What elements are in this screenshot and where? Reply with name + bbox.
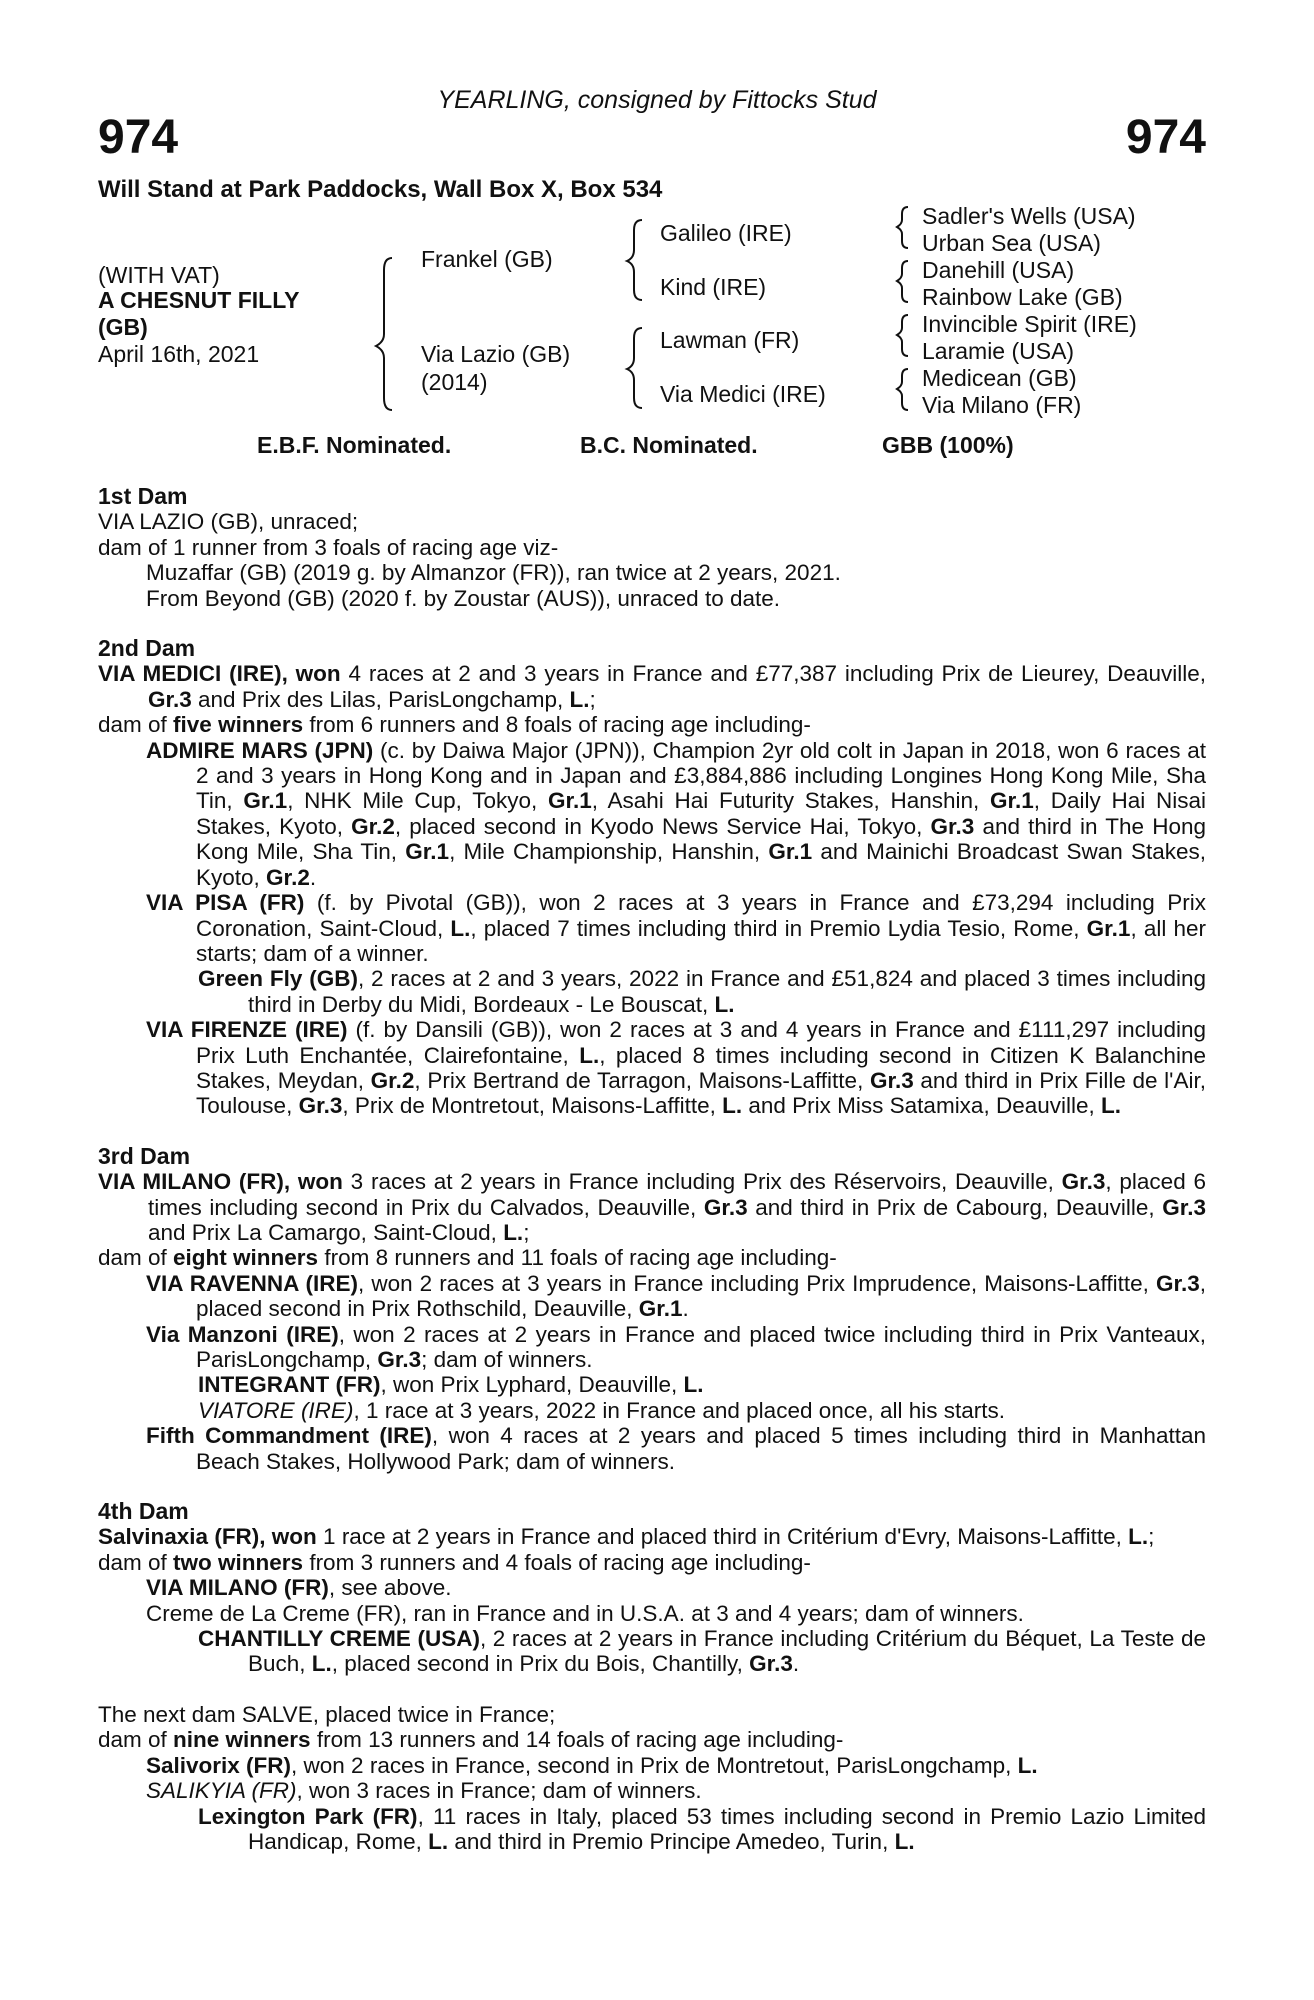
race-text: from 13 runners and 14 foals of racing age including- bbox=[310, 1727, 844, 1753]
produce-muzaffar: Muzaffar (GB) (2019 g. by Almanzor (FR)), ran twice at 2 years, 2021. bbox=[146, 560, 841, 586]
winner-count: eight winners bbox=[173, 1245, 319, 1271]
pedigree-g3-5: Invincible Spirit (IRE) bbox=[922, 311, 1137, 337]
race-text: ; bbox=[523, 1219, 530, 1245]
pedigree-sire: Frankel (GB) bbox=[421, 246, 553, 272]
grade: L. bbox=[569, 686, 590, 712]
grade: Gr.3 bbox=[1155, 1270, 1200, 1296]
next-dam-produce bbox=[98, 1727, 1206, 1752]
grade: L. bbox=[579, 1042, 600, 1068]
pedigree-g3-6: Laramie (USA) bbox=[922, 338, 1075, 364]
produce-creme-de-la-creme: Creme de La Creme (FR), ran in France and in U.S.A. at 3 and 4 years; dam of winners. bbox=[146, 1600, 1024, 1626]
pedigree-g3-4: Rainbow Lake (GB) bbox=[922, 284, 1123, 310]
bc-nomination: B.C. Nominated. bbox=[580, 432, 758, 458]
brace-kind bbox=[897, 261, 908, 302]
race-text: and third in The Hong Kong Mile, Sha Tin, bbox=[196, 813, 1206, 865]
horse-name: Lexington Park (FR) bbox=[198, 1803, 418, 1829]
race-text: , won 4 races at 2 years and placed 5 times including third in Manhattan Beach Stakes, Hollywood Park; dam of winners. bbox=[196, 1423, 1206, 1474]
consignment-line: YEARLING, consigned by Fittocks Stud bbox=[437, 86, 877, 114]
horse-name: A CHESNUT FILLY bbox=[98, 287, 300, 313]
pedigree-dam-sire: Lawman (FR) bbox=[660, 327, 800, 353]
horse-name: Via Manzoni (IRE) bbox=[146, 1321, 339, 1347]
brace-lawman bbox=[897, 315, 908, 356]
grade: Gr.2 bbox=[351, 813, 395, 839]
produce-green-fly bbox=[98, 966, 1206, 1017]
race-text: and third in Premio Principe Amedeo, Turin, bbox=[448, 1828, 895, 1854]
race-text: dam of bbox=[98, 1727, 174, 1753]
pedigree-g3-7: Medicean (GB) bbox=[922, 365, 1077, 391]
grade: L. bbox=[1017, 1752, 1038, 1778]
grade: Gr.1 bbox=[547, 788, 592, 814]
grade: Gr.3 bbox=[148, 686, 192, 712]
pedigree-sire-sire: Galileo (IRE) bbox=[660, 220, 792, 246]
race-text: , Prix Bertrand de Tarragon, Maisons-Laffitte, bbox=[414, 1067, 870, 1093]
race-text: , won 2 races at 3 years in France including Prix Imprudence, Maisons-Laffitte, bbox=[358, 1270, 1156, 1296]
first-dam-line: VIA LAZIO (GB), unraced; bbox=[98, 509, 359, 535]
pedigree-g3-3: Danehill (USA) bbox=[922, 257, 1075, 283]
race-text: , placed 6 times including second in Prix du Calvados, Deauville, bbox=[148, 1169, 1206, 1220]
produce-via-milano bbox=[98, 1575, 1206, 1600]
race-text: . bbox=[792, 1651, 800, 1677]
race-text: from 3 runners and 4 foals of racing age including- bbox=[303, 1549, 811, 1575]
race-text: 3 races at 2 years in France including Prix des Réservoirs, Deauville, bbox=[342, 1169, 1062, 1195]
pedigree-g3-8: Via Milano (FR) bbox=[922, 392, 1082, 418]
grade: L. bbox=[683, 1372, 704, 1398]
horse-name: VIA RAVENNA (IRE) bbox=[146, 1270, 359, 1296]
brace-via-medici bbox=[897, 369, 908, 410]
race-text: , placed second in Kyodo News Service Hai, Tokyo, bbox=[394, 813, 931, 839]
race-text: , placed 8 times including second in Citizen K Balanchine Stakes, Meydan, bbox=[196, 1042, 1206, 1093]
ebf-nomination: E.B.F. Nominated. bbox=[257, 432, 452, 458]
grade: Gr.3 bbox=[703, 1194, 748, 1220]
lot-number-left: 974 bbox=[98, 111, 179, 164]
horse-name: VIA MILANO (FR) bbox=[146, 1575, 329, 1601]
brace-sire bbox=[627, 220, 642, 300]
race-text: . bbox=[309, 864, 317, 890]
grade: L. bbox=[1128, 1524, 1149, 1550]
second-dam-heading: 2nd Dam bbox=[98, 635, 196, 662]
produce-lexington-park bbox=[98, 1804, 1206, 1855]
race-text: , placed 7 times including third in Premio Lydia Tesio, Rome, bbox=[470, 915, 1087, 941]
race-text: , Daily Hai Nisai Stakes, Kyoto, bbox=[196, 788, 1206, 839]
first-dam-produce: dam of 1 runner from 3 foals of racing age viz- bbox=[98, 534, 559, 560]
grade: Gr.3 bbox=[298, 1093, 343, 1119]
race-text: 1 race at 2 years in France and placed third in Critérium d'Evry, Maisons-Laffitte, bbox=[316, 1524, 1129, 1550]
next-dam-line: The next dam SALVE, placed twice in France; bbox=[98, 1701, 556, 1727]
race-text: and Mainichi Broadcast Swan Stakes, Kyoto, bbox=[196, 839, 1206, 890]
race-text: and third in Prix Fille de l'Air, Toulouse, bbox=[196, 1067, 1206, 1119]
horse-name: VIA PISA (FR) bbox=[146, 890, 305, 916]
produce-chantilly-creme bbox=[98, 1626, 1206, 1677]
race-text: . bbox=[682, 1296, 689, 1322]
race-text: , won 2 races at 2 years in France and placed twice including third in Prix Vanteaux, ParisLongchamp, bbox=[196, 1321, 1206, 1372]
second-dam-line bbox=[98, 661, 1206, 712]
pedigree-g3-2: Urban Sea (USA) bbox=[922, 230, 1101, 256]
grade: L. bbox=[894, 1828, 915, 1854]
fourth-dam-line bbox=[98, 1524, 1206, 1549]
horse-name: SALIKYIA (FR) bbox=[146, 1778, 297, 1804]
brace-galileo bbox=[897, 207, 908, 248]
grade: L. bbox=[428, 1828, 449, 1854]
produce-salikyia bbox=[98, 1778, 1206, 1803]
grade: Gr.3 bbox=[1061, 1169, 1106, 1195]
grade: Gr.2 bbox=[370, 1067, 415, 1093]
race-text: ; bbox=[1148, 1524, 1155, 1550]
produce-fifth-commandment bbox=[98, 1423, 1206, 1474]
race-text: (c. by Daiwa Major (JPN)), Champion 2yr old colt in Japan in 2018, won 6 races at 2 and 3 years in Hong Kong and in Japan and £3,884,886 including Longines Hong Kong Mile, Sha Tin, bbox=[196, 737, 1206, 814]
race-text: (f. by Dansili (GB)), won 2 races at 3 and 4 years in France and £111,297 including Prix Luth Enchantée, Clairefontaine, bbox=[196, 1017, 1206, 1068]
race-text: and Prix des Lilas, ParisLongchamp, bbox=[191, 686, 570, 712]
race-text: dam of bbox=[98, 1549, 174, 1575]
race-text: and Prix Miss Satamixa, Deauville, bbox=[742, 1093, 1102, 1119]
race-text: , Prix de Montretout, Maisons-Laffitte, bbox=[342, 1093, 723, 1119]
grade: L. bbox=[450, 915, 471, 941]
race-text: 4 races at 2 and 3 years in France and £77,387 including Prix de Lieurey, Deauville, bbox=[340, 661, 1206, 687]
horse-name: Fifth Commandment (IRE) bbox=[146, 1423, 432, 1449]
race-text: , Asahi Hai Futurity Stakes, Hanshin, bbox=[591, 788, 990, 814]
dam-name: VIA MEDICI (IRE), won bbox=[98, 661, 341, 687]
produce-from-beyond: From Beyond (GB) (2020 f. by Zoustar (AUS)), unraced to date. bbox=[146, 585, 781, 611]
race-text: , 1 race at 3 years, 2022 in France and placed once, all his starts. bbox=[353, 1397, 1006, 1423]
grade: Gr.1 bbox=[1086, 915, 1131, 941]
race-text: (f. by Pivotal (GB)), won 2 races at 3 years in France and £73,294 including Prix Coronation, Saint-Cloud, bbox=[196, 890, 1206, 941]
grade: Gr.2 bbox=[266, 864, 310, 890]
grade: L. bbox=[1101, 1093, 1122, 1119]
grade: Gr.1 bbox=[638, 1296, 683, 1322]
race-text: , see above. bbox=[328, 1575, 452, 1601]
grade: L. bbox=[311, 1651, 332, 1677]
pedigree-braces bbox=[0, 0, 1314, 460]
second-dam-section bbox=[98, 636, 1206, 1119]
race-text: , won Prix Lyphard, Deauville, bbox=[380, 1372, 684, 1398]
grade: Gr.1 bbox=[768, 839, 813, 865]
winner-count: nine winners bbox=[173, 1727, 311, 1753]
produce-via-firenze bbox=[98, 1017, 1206, 1119]
pedigree-dam-year: (2014) bbox=[421, 369, 488, 395]
race-text: , placed second in Prix du Bois, Chantilly, bbox=[331, 1651, 750, 1677]
grade: Gr.3 bbox=[377, 1347, 422, 1372]
race-text: from 8 runners and 11 foals of racing age including- bbox=[318, 1245, 837, 1271]
race-text: , placed second in Prix Rothschild, Deauville, bbox=[196, 1270, 1206, 1322]
third-dam-produce bbox=[98, 1245, 1206, 1270]
winner-count: five winners bbox=[173, 712, 304, 738]
race-text: dam of bbox=[98, 712, 174, 738]
race-text: and third in Prix de Cabourg, Deauville, bbox=[747, 1194, 1163, 1220]
produce-via-manzoni bbox=[98, 1322, 1206, 1373]
brace-main bbox=[376, 258, 392, 410]
fourth-dam-heading: 4th Dam bbox=[98, 1498, 189, 1525]
third-dam-line bbox=[98, 1169, 1206, 1245]
horse-name: VIATORE (IRE) bbox=[198, 1397, 354, 1423]
race-text: ; bbox=[589, 686, 596, 712]
race-text: , 11 races in Italy, placed 53 times including second in Premio Lazio Limited Handicap, Rome, bbox=[248, 1803, 1207, 1854]
race-text: , won 2 races in France, second in Prix de Montretout, ParisLongchamp, bbox=[291, 1752, 1018, 1778]
foaling-date: April 16th, 2021 bbox=[98, 341, 260, 367]
dam-lines bbox=[98, 484, 1206, 1854]
produce-salivorix bbox=[98, 1753, 1206, 1778]
race-text: , won 3 races in France; dam of winners. bbox=[296, 1778, 702, 1804]
race-text: from 6 runners and 8 foals of racing age including- bbox=[303, 712, 811, 738]
second-dam-produce bbox=[98, 712, 1206, 737]
produce-via-ravenna bbox=[98, 1271, 1206, 1322]
third-dam-section bbox=[98, 1144, 1206, 1474]
dam-name: VIA MILANO (FR), won bbox=[98, 1169, 343, 1195]
next-dam-section bbox=[98, 1702, 1206, 1854]
grade: Gr.1 bbox=[243, 788, 288, 814]
horse-name: CHANTILLY CREME (USA) bbox=[198, 1626, 480, 1652]
grade: L. bbox=[503, 1219, 524, 1245]
dam-name: Salvinaxia (FR), won bbox=[98, 1524, 317, 1550]
fourth-dam-section bbox=[98, 1499, 1206, 1677]
race-text: , 2 races at 2 years in France including Critérium du Béquet, La Teste de Buch, bbox=[248, 1626, 1206, 1677]
vat-label: (WITH VAT) bbox=[98, 262, 220, 288]
third-dam-heading: 3rd Dam bbox=[98, 1142, 191, 1169]
brace-dam bbox=[627, 328, 642, 408]
pedigree-g3-1: Sadler's Wells (USA) bbox=[922, 203, 1136, 229]
horse-name: Salivorix (FR) bbox=[146, 1752, 292, 1778]
pedigree-dam-dam: Via Medici (IRE) bbox=[660, 381, 826, 407]
grade: Gr.3 bbox=[930, 813, 975, 839]
horse-origin: (GB) bbox=[98, 314, 148, 340]
race-text: and Prix La Camargo, Saint-Cloud, bbox=[148, 1219, 504, 1245]
grade: Gr.3 bbox=[1162, 1194, 1206, 1220]
stand-location: Will Stand at Park Paddocks, Wall Box X, Box 534 bbox=[98, 176, 663, 203]
race-text: dam of bbox=[98, 1245, 174, 1271]
grade: Gr.3 bbox=[749, 1651, 793, 1677]
gbb-rating: GBB (100%) bbox=[882, 432, 1014, 458]
pedigree-sire-dam: Kind (IRE) bbox=[660, 274, 767, 300]
race-text: , Mile Championship, Hanshin, bbox=[449, 839, 769, 865]
horse-name: Green Fly (GB) bbox=[198, 966, 358, 992]
first-dam-heading: 1st Dam bbox=[98, 483, 188, 509]
grade: L. bbox=[722, 1093, 743, 1119]
produce-integrant bbox=[98, 1372, 1206, 1397]
grade: Gr.1 bbox=[990, 788, 1034, 814]
fourth-dam-produce bbox=[98, 1550, 1206, 1575]
race-text: , all her starts; dam of a winner. bbox=[196, 915, 1206, 966]
produce-admire-mars bbox=[98, 738, 1206, 890]
race-text: ; dam of winners. bbox=[421, 1347, 593, 1372]
winner-count: two winners bbox=[173, 1549, 304, 1575]
horse-name: INTEGRANT (FR) bbox=[198, 1372, 381, 1398]
grade: Gr.3 bbox=[869, 1067, 914, 1093]
produce-via-pisa bbox=[98, 890, 1206, 966]
grade: Gr.1 bbox=[405, 839, 450, 865]
horse-name: ADMIRE MARS (JPN) bbox=[146, 737, 374, 763]
produce-viatore bbox=[98, 1398, 1206, 1423]
lot-number-right: 974 bbox=[1125, 111, 1206, 164]
race-text: , NHK Mile Cup, Tokyo, bbox=[287, 788, 548, 814]
pedigree-dam: Via Lazio (GB) bbox=[421, 341, 571, 367]
first-dam-section bbox=[98, 484, 1206, 611]
race-text: , 2 races at 2 and 3 years, 2022 in France and £51,824 and placed 3 times including third in Derby du Midi, Bordeaux - Le Bouscat, bbox=[248, 966, 1206, 1017]
grade: L. bbox=[714, 991, 735, 1017]
horse-name: VIA FIRENZE (IRE) bbox=[146, 1017, 348, 1043]
